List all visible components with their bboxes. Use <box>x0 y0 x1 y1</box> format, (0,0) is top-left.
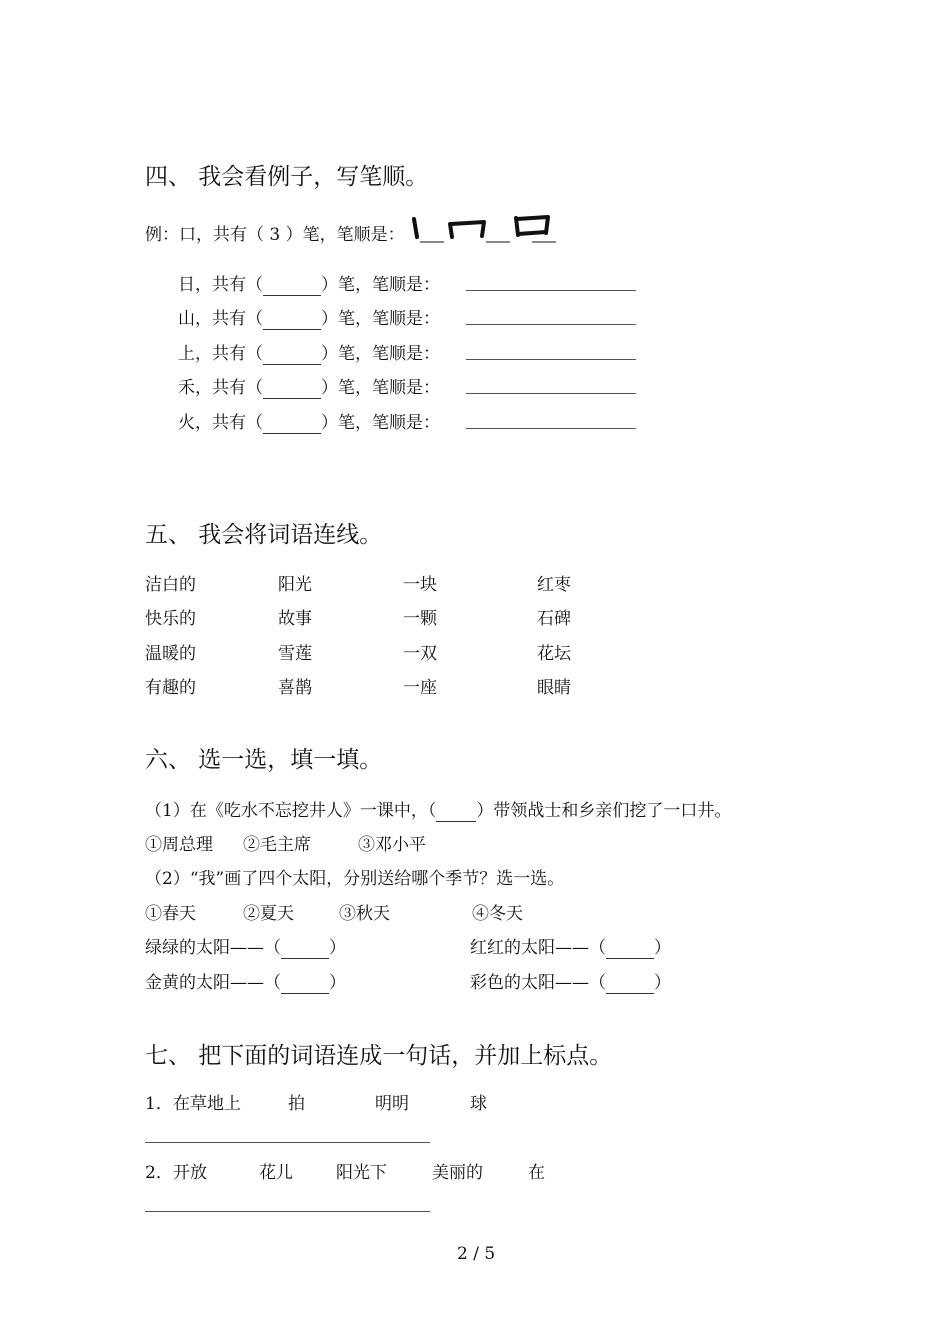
stroke-count-blank[interactable] <box>263 309 321 330</box>
stroke-order-blank[interactable] <box>466 324 636 325</box>
stroke-count-blank[interactable] <box>263 413 321 434</box>
s7-q1-answer-line[interactable] <box>145 1142 430 1143</box>
q2-option: ③秋天 <box>339 904 390 924</box>
s7-q1-num: 1． <box>145 1094 173 1114</box>
stroke-count-blank[interactable] <box>263 378 321 399</box>
word-col3-item[interactable]: 一双 <box>403 644 437 664</box>
q2-option: ②夏天 <box>243 904 294 924</box>
word-col4-item[interactable]: 花坛 <box>537 644 571 664</box>
word-col4-item[interactable]: 石碑 <box>537 609 571 629</box>
q1-text: （1）在《吃水不忘挖井人》一课中，（ ）带领战士和乡亲们挖了一口井。 <box>145 801 732 821</box>
stroke-count-blank[interactable] <box>263 275 321 296</box>
sun-answer-blank[interactable] <box>606 938 654 959</box>
word-col1-item[interactable]: 温暖的 <box>145 644 196 664</box>
section5-title: 五、 我会将词语连线。 <box>145 522 383 548</box>
stroke-row: 火，共有（ ）笔，笔顺是： <box>178 413 440 433</box>
word-col3-item[interactable]: 一块 <box>403 575 437 595</box>
page-number: 2 / 5 <box>457 1244 496 1264</box>
example-label: 例：口，共有（ 3 ）笔，笔顺是： <box>145 225 405 245</box>
sun-pair: 绿绿的太阳——（ ） <box>145 938 346 958</box>
word-col1-item[interactable]: 快乐的 <box>145 609 196 629</box>
stroke-count-blank[interactable] <box>263 344 321 365</box>
s7-q1-word: 在草地上 <box>173 1094 241 1114</box>
q2-option: ④冬天 <box>472 904 523 924</box>
sun-answer-blank[interactable] <box>606 973 654 994</box>
stroke-order-blank[interactable] <box>466 359 636 360</box>
s7-q2-word: 开放 <box>173 1163 207 1183</box>
stroke-row: 禾，共有（ ）笔，笔顺是： <box>178 378 440 398</box>
q1-option: ③邓小平 <box>358 835 426 855</box>
word-col3-item[interactable]: 一座 <box>403 678 437 698</box>
sun-pair: 红红的太阳——（ ） <box>470 938 671 958</box>
s7-q1-word: 球 <box>470 1094 487 1114</box>
example-row <box>145 222 560 248</box>
word-col2-item[interactable]: 雪莲 <box>278 644 312 664</box>
q2-text: （2）“我”画了四个太阳，分别送给哪个季节？选一选。 <box>145 869 565 889</box>
section7-title: 七、 把下面的词语连成一句话，并加上标点。 <box>145 1043 613 1069</box>
s7-q2-answer-line[interactable] <box>145 1211 430 1212</box>
s7-q2-num: 2． <box>145 1163 173 1183</box>
sun-pair: 彩色的太阳——（ ） <box>470 973 671 993</box>
q1-option: ②毛主席 <box>243 835 311 855</box>
section4-title: 四、 我会看例子，写笔顺。 <box>145 164 429 190</box>
stroke-order-blank[interactable] <box>466 393 636 394</box>
stroke-order-blank[interactable] <box>466 428 636 429</box>
sun-answer-blank[interactable] <box>281 973 329 994</box>
q1-option: ①周总理 <box>145 835 213 855</box>
stroke-row: 上，共有（ ）笔，笔顺是： <box>178 344 440 364</box>
s7-q2-word: 花儿 <box>259 1163 293 1183</box>
word-col4-item[interactable]: 眼睛 <box>537 678 571 698</box>
sun-answer-blank[interactable] <box>281 938 329 959</box>
s7-q2-word: 美丽的 <box>432 1163 483 1183</box>
s7-q1-word: 拍 <box>288 1094 305 1114</box>
q2-option: ①春天 <box>145 904 196 924</box>
sun-pair: 金黄的太阳——（ ） <box>145 973 346 993</box>
q1-answer-blank[interactable] <box>436 801 476 822</box>
section6-title: 六、 选一选，填一填。 <box>145 747 383 773</box>
word-col2-item[interactable]: 阳光 <box>278 575 312 595</box>
stroke-order-image <box>410 215 560 249</box>
word-col1-item[interactable]: 有趣的 <box>145 678 196 698</box>
stroke-row: 日，共有（ ）笔，笔顺是： <box>178 275 440 295</box>
s7-q2-word: 阳光下 <box>336 1163 387 1183</box>
s7-q1-word: 明明 <box>375 1094 409 1114</box>
word-col4-item[interactable]: 红枣 <box>537 575 571 595</box>
word-col2-item[interactable]: 喜鹊 <box>278 678 312 698</box>
word-col2-item[interactable]: 故事 <box>278 609 312 629</box>
stroke-row: 山，共有（ ）笔，笔顺是： <box>178 309 440 329</box>
word-col1-item[interactable]: 洁白的 <box>145 575 196 595</box>
word-col3-item[interactable]: 一颗 <box>403 609 437 629</box>
stroke-order-blank[interactable] <box>466 290 636 291</box>
s7-q2-word: 在 <box>528 1163 545 1183</box>
